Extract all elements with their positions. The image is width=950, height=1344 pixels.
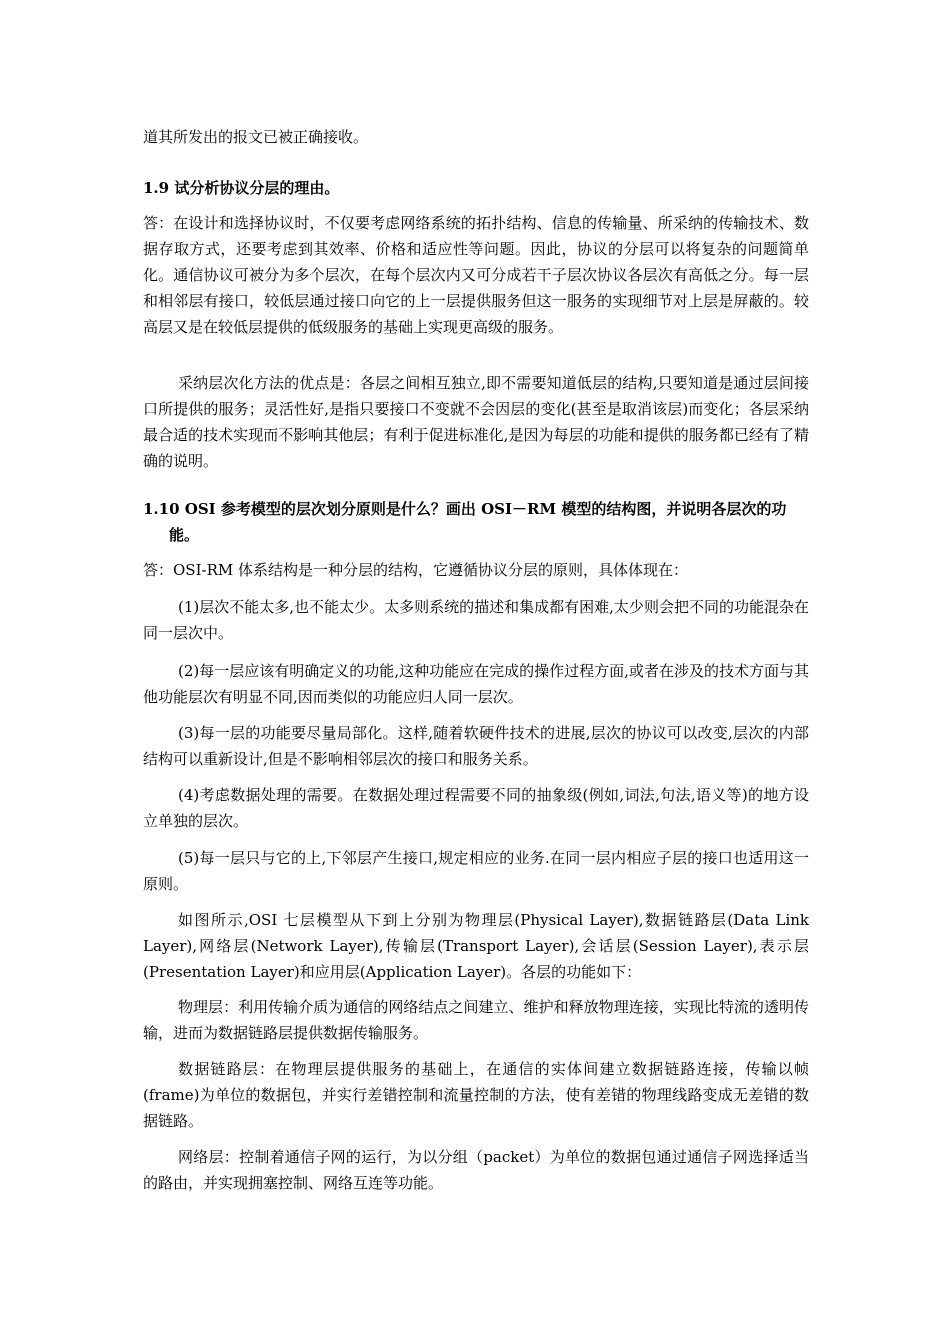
rule-paragraph-2: (2)每一层应该有明确定义的功能,这种功能应在完成的操作过程方面,或者在涉及的技术方面与其他功能层次有明显不同,因而类似的功能应归人同一层次。	[143, 662, 809, 706]
advantages-paragraph: 采纳层次化方法的优点是：各层之间相互独立,即不需要知道低层的结构,只要知道是通过层间接口所提供的服务；灵活性好,是指只要接口不变就不会因层的变化(甚至是取消该层)而变化；各层采纳最合适的技术实现而不影响其他层；有利于促进标准化,是因为每层的功能和提供的服务都已经有了精确的说明。	[143, 374, 809, 470]
section-heading-1-9: 1.9 试分析协议分层的理由。	[143, 179, 340, 197]
rule-paragraph-4: (4)考虑数据处理的需要。在数据处理过程需要不同的抽象级(例如,词法,句法,语义等)的地方设立单独的层次。	[143, 786, 809, 830]
datalink-layer-paragraph: 数据链路层：在物理层提供服务的基础上，在通信的实体间建立数据链路连接，传输以帧(frame)为单位的数据包，并实行差错控制和流量控制的方法，使有差错的物理线路变成无差错的数据链路。	[143, 1060, 809, 1130]
intro-paragraph: 道其所发出的报文已被正确接收。	[143, 128, 369, 146]
network-layer-paragraph: 网络层：控制着通信子网的运行，为以分组（packet）为单位的数据包通过通信子网选择适当的路由，并实现拥塞控制、网络互连等功能。	[143, 1148, 809, 1192]
layers-intro-paragraph: 如图所示,OSI 七层模型从下到上分别为物理层(Physical Layer),数据链路层(Data Link Layer),网络层(Network Layer),传输层(Transport Layer),会话层(Session Layer),表示层(Presentation Layer)和应用层(Application Layer)。各层的功能如下：	[143, 911, 809, 981]
section-heading-1-10: 1.10 OSI 参考模型的层次划分原则是什么？画出 OSI－RM 模型的结构图，并说明各层次的功能。	[143, 500, 787, 544]
physical-layer-paragraph: 物理层：利用传输介质为通信的网络结点之间建立、维护和释放物理连接，实现比特流的透明传输，进而为数据链路层提供数据传输服务。	[143, 998, 809, 1042]
answer-paragraph-1-10: 答：OSI-RM 体系结构是一种分层的结构，它遵循协议分层的原则，具体体现在：	[143, 561, 688, 579]
answer-paragraph-1-9: 答：在设计和选择协议时，不仅要考虑网络系统的拓扑结构、信息的传输量、所采纳的传输技术、数据存取方式，还要考虑到其效率、价格和适应性等问题。因此，协议的分层可以将复杂的问题简单化。通信协议可被分为多个层次，在每个层次内又可分成若干子层次协议各层次有高低之分。每一层和相邻层有接口，较低层通过接口向它的上一层提供服务但这一服务的实现细节对上层是屏蔽的。较高层又是在较低层提供的低级服务的基础上实现更高级的服务。	[143, 214, 809, 336]
rule-paragraph-5: (5)每一层只与它的上,下邻层产生接口,规定相应的业务.在同一层内相应子层的接口也适用这一原则。	[143, 849, 809, 893]
rule-paragraph-1: (1)层次不能太多,也不能太少。太多则系统的描述和集成都有困难,太少则会把不同的功能混杂在同一层次中。	[143, 598, 809, 642]
rule-paragraph-3: (3)每一层的功能要尽量局部化。这样,随着软硬件技术的进展,层次的协议可以改变,层次的内部结构可以重新设计,但是不影响相邻层次的接口和服务关系。	[143, 724, 809, 768]
